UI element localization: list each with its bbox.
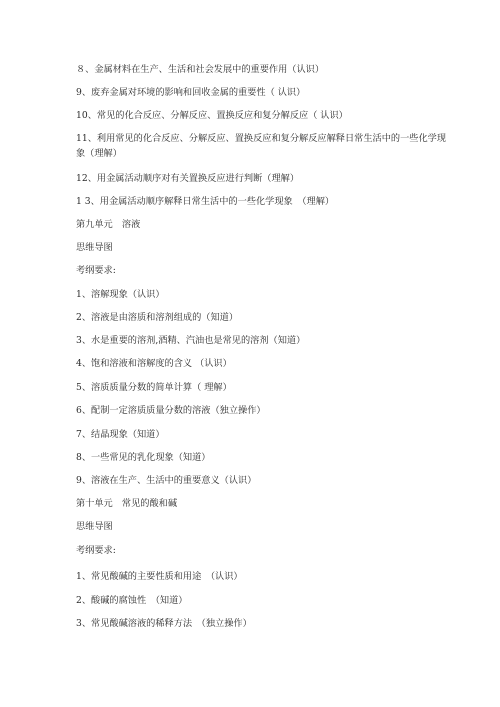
text-line: 10、常见的化合反应、分解反应、置换反应和复分解反应（ 认识）	[76, 110, 348, 121]
text-line: 12、用金属活动顺序对有关置换反应进行判断（理解）	[76, 173, 300, 184]
section-heading: 第九单元 溶液	[76, 219, 141, 230]
text-line: ８、金属材料在生产、生活和社会发展中的重要作用（认识）	[76, 64, 325, 75]
list-item: 9、溶液在生产、生活中的重要意义（认识）	[76, 475, 257, 486]
section-heading: 第十单元 常见的酸和碱	[76, 498, 178, 509]
subheading: 思维导图	[76, 521, 113, 532]
list-item: 8、一些常见的乳化现象（知道）	[76, 452, 211, 463]
list-item: 5、溶质质量分数的简单计算（ 理解）	[76, 382, 232, 393]
text-line: 9、废弃金属对环境的影响和回收金属的重要性（ 认识）	[76, 87, 306, 98]
text-line: 1 3、用金属活动顺序解释日常生活中的一些化学现象 （理解）	[76, 196, 335, 207]
subheading: 思维导图	[76, 242, 113, 253]
list-item: 2、溶液是由溶质和溶剂组成的（知道）	[76, 312, 239, 323]
list-item: 7、结晶现象（知道）	[76, 429, 165, 440]
list-item: 3、水是重要的溶剂,酒精、汽油也是常见的溶剂（知道）	[76, 335, 306, 346]
list-item: 2、酸碱的腐蚀性 （知道）	[76, 595, 188, 606]
subheading: 考纲要求:	[76, 265, 116, 276]
list-item: 4、饱和溶液和溶解度的含义 （认识）	[76, 358, 232, 369]
subheading: 考纲要求:	[76, 545, 116, 556]
list-item: 1、常见酸碱的主要性质和用途 （认识）	[76, 571, 243, 582]
text-line: 11、利用常见的化合反应、分解反应、置换反应和复分解反应解释日常生活中的一些化学现象（理解）	[76, 133, 447, 159]
list-item: 3、常见酸碱溶液的稀释方法 （独立操作）	[76, 618, 252, 629]
list-item: 6、配制一定溶质质量分数的溶液（独立操作）	[76, 405, 266, 416]
list-item: 1、溶解现象（认识）	[76, 289, 165, 300]
